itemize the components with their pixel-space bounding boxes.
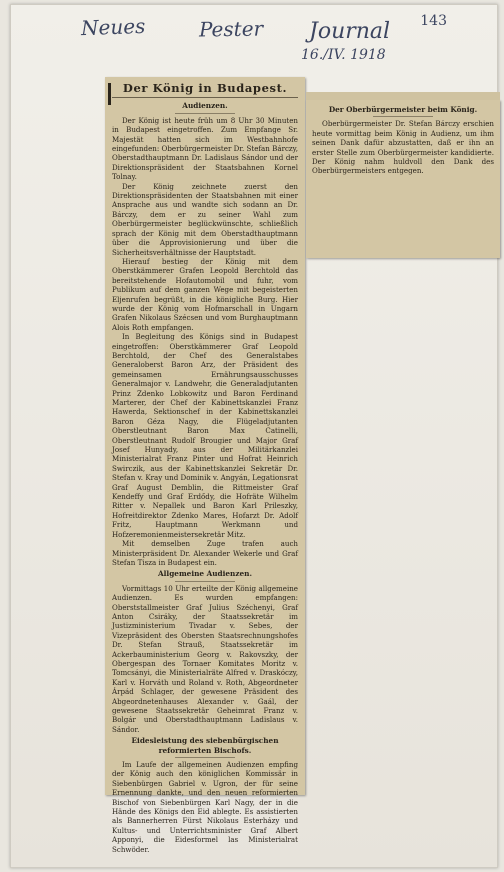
paragraph: Hierauf bestieg der König mit dem Oberstkämmerer Grafen Leopold Berchtold das bereitstehende Hofautomobil und fuhr, vom Publikum auf dem ganzen Wege mit begeisterten Eljenrufen begrüßt, in die königliche Burg. Hier wurde der König vom Hofmarschall in Ungarn Grafen Nikolaus Szécsen und vom Burghauptmann Alois Roth empfangen.: [112, 256, 298, 332]
section-heading: Eidesleistung des siebenbürgischen reformierten Bischofs.: [131, 736, 279, 755]
section-heading: Audienzen.: [182, 101, 228, 111]
newspaper-clipping-column-2: [306, 100, 500, 258]
paragraph: Der König zeichnete zuerst den Direktionspräsidenten der Staatsbahnen mit einer Ansprache aus und wandte sich sodann an Dr. Bárczy, dem er zu seiner Wahl zum Oberbürgermeister beglückwünschte, schließlich sprach der König mit dem Oberstadthauptmann über die Approvisionierung und über die Sicherheitsverhältnisse der Hauptstadt.: [112, 181, 298, 257]
paragraph: Vormittags 10 Uhr erteilte der König allgemeine Audienzen. Es wurden empfangen: Oberststallmeister Graf Julius Széchenyi, Graf Anton Csiráky, der Staatssekretär im Justizministerium Tivadar v. Sebes, der Vizepräsident des Obersten Staatsrechnungshofes Dr. Stefan Strauß, Staatssekretär im Ackerbauministerium Georg v. Rakovszky, der Obergespan des Tornaer Komitates Moritz v. Tomcsányi, die Ministerialräte Alfred v. Draskóczy, Karl v. Horváth und Roland v. Roth, Abgeordneter Árpád Schlager, der gewesene Präsident des Abgeordnetenhauses Alexander v. Gaál, der gewesene Staatssekretär Geheimrat Franz v. Bolgár und Oberstadthauptmann Ladislaus v. Sándor.: [112, 583, 298, 734]
divider: [175, 757, 235, 758]
handwritten-header: [71, 15, 477, 70]
divider: [175, 581, 235, 582]
page-number: 143: [420, 13, 447, 29]
section-heading: Der Oberbürgermeister beim König.: [328, 105, 478, 114]
handwritten-date: 16./IV. 1918: [301, 47, 386, 63]
paragraph: Im Laufe der allgemeinen Audienzen empfing der König auch den königlichen Kommissär in Siebenbürgen Gabriel v. Ugron, der für seine Ernennung dankte, und den neuen reformierten Bischof von Siebenbürgen Karl Nagy, der in die Hände des Königs den Eid ablegte. Es assistierten als Bannerherren Fürst Nikolaus Esterházy und Kultus- und Unterrichtsminister Graf Albert Apponyi, die Eidesformel las Ministerialrat Schwöder.: [112, 760, 298, 854]
divider: [175, 113, 235, 114]
divider: [373, 116, 433, 117]
handwritten-newspaper-name-1: Neues: [80, 13, 146, 41]
handwritten-newspaper-name-2: Pester: [198, 16, 264, 42]
handwritten-newspaper-name-3: Journal: [309, 19, 391, 44]
paragraph: In Begleitung des Königs sind in Budapest eingetroffen: Oberstkämmerer Graf Leopold Berchtold, der Chef des Generalstabes Generaloberst Baron Arz, der Präsident des gemeinsamen Ernährungsausschusses Generalmajor v. Landwehr, die Generaladjutanten Prinz Zdenko Lobkowitz und Baron Ferdinand Marterer, der Chef der Kabinettskanzlei Franz Hawerda, Sektionschef in der Kabinettskanzlei Baron Géza Nagy, die Flügeladjutanten Oberstleutnant Baron Max Catinelli, Oberstleutnant Rudolf Brougier und Major Graf Josef Hunyady, aus der Militärkanzlei Ministerialrat Franz Pinter und Hofrat Heinrich Swirczik, aus der Kabinettskanzlei Sekretär Dr. Stefan v. Kray und Dominik v. Angyán, Legationsrat Graf August Demblin, die Rittmeister Graf Kendeffy und Graf Erdődy, die Hofräte Wilhelm Ritter v. Nepallek und Baron Karl Prileszky, Hofreitdirektor Zdenko Mares, Hofarzt Dr. Adolf Fritz, Hauptmann Werkmann und Hofzeremonienmeistersekretär Mitz.: [112, 332, 298, 539]
paragraph: Oberbürgermeister Dr. Stefan Bárczy erschien heute vormittag beim König in Audienz, um ihm seinen Dank dafür abzustatten, daß er ihn an erster Stelle zum Oberbürgermeister kandidierte. Der König nahm huldvoll den Dank des Oberbürgermeisters entgegen.: [312, 119, 494, 176]
scrapbook-page: [10, 4, 498, 868]
newspaper-clipping-column-1: [105, 77, 305, 854]
paragraph: Der König ist heute früh um 8 Uhr 30 Minuten in Budapest eingetroffen. Zum Empfange Sr. Majestät hatten sich im Westbahnhofe eingefunden: Oberbürgermeister Dr. Stefan Bárczy, Oberstadthauptmann Dr. Ladislaus Sándor und der Direktionspräsident der Staatsbahnen Kornel Tolnay.: [112, 115, 298, 182]
article-headline: Der König in Budapest.: [112, 81, 298, 98]
section-heading: Allgemeine Audienzen.: [158, 569, 252, 579]
paragraph: Mit demselben Zuge trafen auch Ministerpräsident Dr. Alexander Wekerle und Graf Stefan Tisza in Budapest ein.: [112, 539, 298, 567]
